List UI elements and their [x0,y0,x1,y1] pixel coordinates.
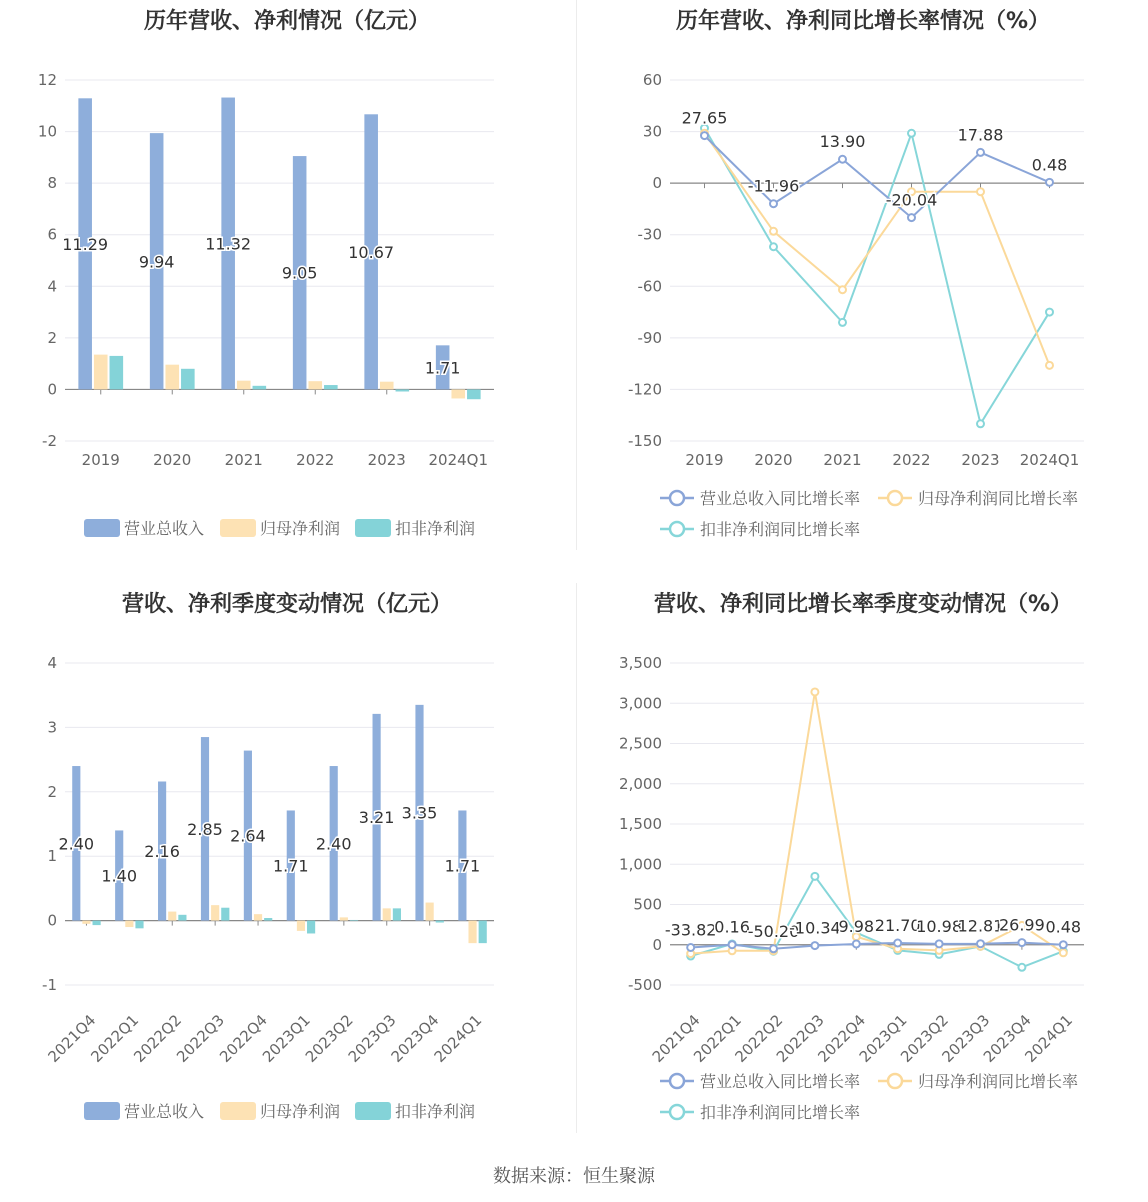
data-point [770,200,777,207]
y-tick-label: 0 [652,935,662,954]
y-tick-label: 4 [47,654,57,672]
data-label: -33.82 [664,920,717,940]
x-tick-label: 2023Q3 [938,1011,994,1066]
data-point [1018,939,1025,946]
data-point [770,945,777,952]
data-label: 0.48 [1045,917,1082,937]
annual-bar-chart [0,0,574,580]
x-tick-label: 2022Q3 [772,1011,828,1066]
series-line [705,133,1050,365]
bar [254,914,262,920]
y-tick-label: -30 [637,225,662,244]
bar [380,382,394,390]
data-source: 数据来源：恒生聚源 [493,1166,655,1187]
bar [237,381,251,390]
x-tick-label: 2023 [367,451,406,469]
data-label: 13.90 [819,132,866,152]
chart-title: 营收、净利同比增长率季度变动情况（%） [653,592,1073,617]
data-point [1018,964,1025,971]
bar [253,386,267,390]
x-tick-label: 2021Q4 [648,1011,704,1066]
bar [297,921,305,931]
data-point [1060,941,1067,948]
data-label: 17.88 [957,125,1004,145]
y-tick-label: 30 [642,122,662,141]
y-tick-label: 3,000 [619,694,662,713]
x-tick-label: 2023Q4 [979,1011,1035,1066]
bar [82,921,90,924]
data-point [1060,949,1067,956]
y-tick-label: 1,000 [619,855,662,874]
bar [110,356,124,390]
series-line [691,692,1064,954]
y-tick-label: -90 [637,328,662,347]
data-point [1046,179,1053,186]
x-tick-label: 2024Q1 [428,451,489,469]
legend-label: 营业总收入同比增长率 [700,489,861,508]
data-point [811,942,818,949]
data-label: 2.16 [144,842,180,862]
quarterly-bar-panel [0,583,574,1163]
panel-divider [576,583,577,1133]
bar [467,389,481,399]
y-tick-label: 0 [47,911,57,930]
legend-label: 扣非净利润 [395,519,476,538]
data-label: 27.65 [681,108,728,128]
x-tick-label: 2024Q1 [1019,451,1080,469]
data-label: -20.04 [885,190,938,210]
data-label: 11.32 [205,234,252,254]
x-tick-label: 2021 [224,451,263,469]
panel-divider [576,0,577,550]
annual-line-chart [576,0,1148,580]
bar [324,385,338,389]
legend-marker [670,522,684,536]
x-tick-label: 2023Q4 [387,1011,443,1066]
bar [165,365,179,390]
bar [168,912,176,921]
data-label: 9.05 [281,263,318,283]
x-tick-label: 2023Q3 [344,1011,400,1066]
bar [264,918,272,921]
x-tick-label: 2019 [685,451,724,469]
data-point [729,941,736,948]
bar [426,903,434,921]
bar [383,908,391,920]
series-line [691,943,1064,949]
data-point [701,132,708,139]
data-point [811,688,818,695]
legend-marker [670,491,684,505]
data-point [1046,362,1053,369]
y-tick-label: 2,500 [619,734,662,753]
legend-marker [670,1074,684,1088]
x-tick-label: 2020 [754,451,793,469]
bar [393,908,401,920]
x-tick-label: 2022 [892,451,931,469]
data-label: 2.85 [187,819,223,839]
data-point [977,420,984,427]
legend-marker [670,1105,684,1119]
legend-label: 归母净利润 [260,519,341,538]
data-label: 1.71 [272,856,309,876]
x-tick-label: 2022Q4 [216,1011,271,1066]
data-label: 2.40 [315,834,352,854]
legend-swatch [355,1102,391,1120]
y-tick-label: 0 [652,174,662,193]
legend-swatch [220,1102,256,1120]
y-tick-label: 2 [47,328,57,347]
legend-swatch [84,519,120,537]
data-label: 12.81 [957,916,1004,936]
data-label: 0.48 [1031,155,1068,175]
y-tick-label: 0 [47,380,57,399]
data-label: 10.67 [348,242,395,262]
data-label: 9.94 [138,252,175,272]
legend-label: 扣非净利润同比增长率 [700,520,861,539]
bar [135,921,143,929]
quarterly-line-panel [576,583,1148,1163]
data-point [908,214,915,221]
series-line [705,128,1050,424]
x-tick-label: 2022 [296,451,335,469]
quarterly-line-chart [576,583,1148,1163]
y-tick-label: 2 [47,782,57,801]
x-tick-label: 2022Q1 [690,1011,745,1066]
data-label: 1.71 [444,856,481,876]
bar [93,921,101,926]
y-tick-label: -500 [627,976,662,994]
x-tick-label: 2023Q2 [301,1011,357,1066]
data-label: 3.35 [401,803,438,823]
bar [479,921,487,944]
y-tick-label: 3,500 [619,654,662,672]
x-tick-label: 2022Q4 [814,1011,870,1066]
data-point [853,940,860,947]
data-point [894,940,901,947]
data-label: 1.71 [424,358,461,378]
legend-label: 扣非净利润 [395,1102,476,1121]
legend-label: 营业总收入同比增长率 [700,1072,861,1091]
bar [178,915,186,921]
data-label: -50.20 [747,921,800,941]
bar [181,369,195,390]
legend-marker [888,491,902,505]
x-tick-label: 2021Q4 [44,1011,100,1066]
chart-title: 营收、净利季度变动情况（亿元） [121,592,452,617]
bar [468,921,476,944]
data-label: 26.99 [998,915,1045,935]
bar [396,389,410,391]
x-tick-label: 2023 [961,451,1000,469]
data-label: 2.40 [58,834,95,854]
bar [211,905,219,920]
data-point [977,149,984,156]
y-tick-label: 2,000 [619,774,662,793]
x-tick-label: 2022Q3 [173,1011,228,1066]
legend-label: 营业总收入 [124,1102,205,1121]
data-point [977,940,984,947]
bar [436,921,444,923]
data-point [770,243,777,250]
data-point [977,188,984,195]
bar [340,917,348,920]
y-tick-label: -150 [627,432,662,450]
x-tick-label: 2021 [823,451,862,469]
legend-marker [888,1074,902,1088]
x-tick-label: 2019 [81,451,120,469]
y-tick-label: 1 [47,847,57,866]
x-tick-label: 2020 [153,451,192,469]
legend-swatch [355,519,391,537]
legend-swatch [84,1102,120,1120]
data-point [908,130,915,137]
x-tick-label: 2023Q2 [897,1011,952,1066]
bar [307,921,315,934]
bar [125,921,133,927]
data-point [770,228,777,235]
legend-label: 扣非净利润同比增长率 [700,1103,861,1122]
quarterly-bar-chart [0,583,574,1163]
y-tick-label: -60 [637,277,662,296]
chart-title: 历年营收、净利同比增长率情况（%） [675,9,1051,34]
data-label: 1.40 [101,866,138,886]
chart-title: 历年营收、净利情况（亿元） [143,9,430,34]
y-tick-label: -1 [42,976,57,994]
legend-swatch [220,519,256,537]
legend-label: 营业总收入 [124,519,205,538]
bar [451,389,465,398]
annual-bar-panel [0,0,574,580]
x-tick-label: 2022Q2 [731,1011,787,1066]
y-tick-label: -120 [627,380,662,399]
y-tick-label: 1,500 [619,815,662,833]
y-tick-label: -2 [42,432,57,450]
data-label: 2.64 [230,826,266,846]
data-label: 3.21 [358,808,395,828]
data-point [839,156,846,163]
y-tick-label: 60 [642,71,662,89]
annual-line-panel [576,0,1148,580]
data-point [936,940,943,947]
y-tick-label: 3 [47,718,57,737]
data-label: 0.16 [714,917,750,937]
bar [308,381,322,389]
data-point [687,944,694,951]
x-tick-label: 2024Q1 [430,1011,486,1066]
data-label: 21.70 [874,916,921,936]
data-label: -11.96 [747,176,800,196]
y-tick-label: 500 [633,895,662,914]
y-tick-label: 4 [47,277,57,296]
x-tick-label: 2023Q1 [855,1011,911,1066]
y-tick-label: 10 [37,122,57,141]
x-tick-label: 2023Q1 [258,1011,314,1066]
x-tick-label: 2022Q1 [87,1011,143,1066]
data-point [1046,309,1053,316]
data-label: -10.34 [789,918,841,938]
y-tick-label: 8 [47,174,57,193]
data-label: 10.98 [916,916,963,936]
x-tick-label: 2024Q1 [1021,1011,1077,1066]
bar [350,920,358,921]
legend-label: 归母净利润同比增长率 [918,1072,1079,1091]
data-point [839,286,846,293]
legend-label: 归母净利润 [260,1102,341,1121]
legend-label: 归母净利润同比增长率 [918,489,1079,508]
data-point [811,873,818,880]
data-point [839,319,846,326]
y-tick-label: 12 [37,71,57,89]
data-label: 11.29 [62,234,109,254]
y-tick-label: 6 [47,225,57,244]
data-label: 9.98 [838,916,875,936]
bar [94,355,108,390]
x-tick-label: 2022Q2 [130,1011,186,1066]
bar [221,908,229,921]
